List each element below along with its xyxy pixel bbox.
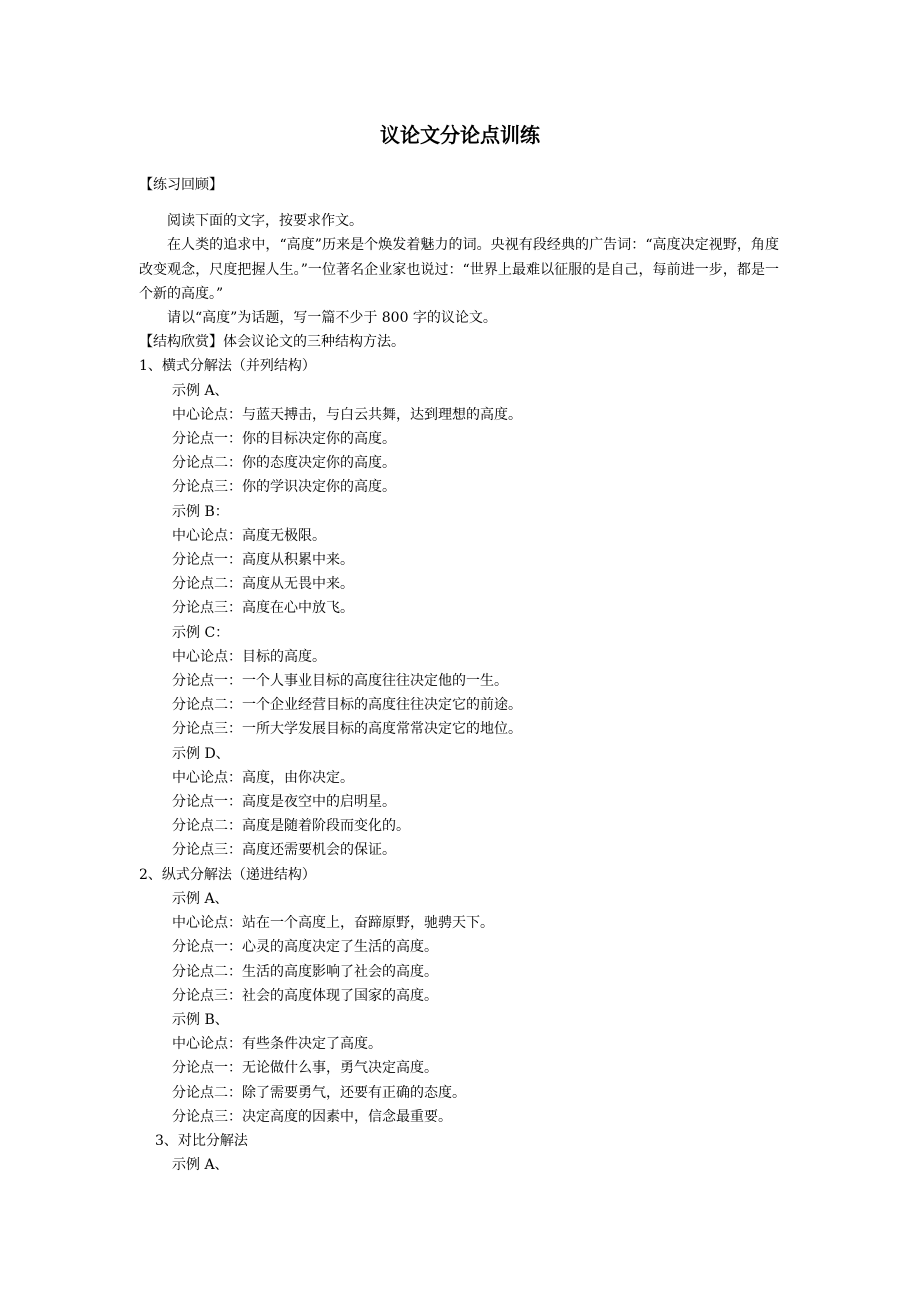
sub-argument: 分论点三：高度还需要机会的保证。 [172, 842, 396, 859]
central-argument: 中心论点：高度无极限。 [172, 527, 326, 544]
example-label: 示例 B： [172, 503, 229, 520]
sub-argument: 分论点一：心灵的高度决定了生活的高度。 [172, 939, 438, 956]
sub-argument: 分论点三：你的学识决定你的高度。 [172, 479, 396, 496]
central-argument: 中心论点：站在一个高度上，奋蹄原野，驰骋天下。 [172, 915, 494, 932]
sub-argument: 分论点二：你的态度决定你的高度。 [172, 455, 396, 472]
method1-heading: 1、横式分解法（并列结构） [139, 358, 316, 375]
structure-appreciation-heading: 【结构欣赏】体会议论文的三种结构方法。 [139, 334, 405, 351]
central-argument: 中心论点：目标的高度。 [172, 648, 326, 665]
sub-argument: 分论点三：一所大学发展目标的高度常常决定它的地位。 [172, 721, 522, 738]
document-body [139, 173, 779, 1177]
sub-argument: 分论点二：一个企业经营目标的高度往往决定它的前途。 [172, 697, 522, 714]
central-argument: 中心论点：有些条件决定了高度。 [172, 1036, 382, 1053]
sub-argument: 分论点二：高度从无畏中来。 [172, 576, 354, 593]
practice-review-heading: 【练习回顾】 [139, 177, 223, 193]
example-label: 示例 D、 [172, 745, 230, 762]
sub-argument: 分论点一：高度从积累中来。 [172, 552, 354, 569]
sub-argument: 分论点一：你的目标决定你的高度。 [172, 431, 396, 448]
sub-argument: 分论点一：一个人事业目标的高度往往决定他的一生。 [172, 673, 508, 690]
sub-argument: 分论点三：高度在心中放飞。 [172, 600, 354, 617]
sub-argument: 分论点一：高度是夜空中的启明星。 [172, 794, 396, 811]
instruction-paragraph: 阅读下面的文字，按要求作文。 [167, 213, 363, 230]
material-paragraph: 在人类的追求中，“高度”历来是个焕发着魅力的词。央视有段经典的广告词：“高度决定视野，角度改变观念，尺度把握人生。”一位著名企业家也说过：“世界上最难以征服的是自己，每前进一步，都是一个新的高度。” [139, 237, 779, 302]
central-argument: 中心论点：高度，由你决定。 [172, 769, 354, 786]
example-label: 示例 B、 [172, 1011, 229, 1028]
example-label: 示例 C： [172, 624, 230, 641]
sub-argument: 分论点二：除了需要勇气，还要有正确的态度。 [172, 1084, 466, 1101]
sub-argument: 分论点二：生活的高度影响了社会的高度。 [172, 963, 438, 980]
sub-argument: 分论点二：高度是随着阶段而变化的。 [172, 818, 410, 835]
method3-heading: 3、对比分解法 [155, 1132, 248, 1149]
sub-argument: 分论点三：社会的高度体现了国家的高度。 [172, 987, 438, 1004]
example-label: 示例 A、 [172, 890, 229, 907]
method2-heading: 2、纵式分解法（递进结构） [139, 866, 316, 883]
page-title: 议论文分论点训练 [380, 123, 540, 147]
example-label: 示例 A、 [172, 382, 229, 399]
sub-argument: 分论点三：决定高度的因素中，信念最重要。 [172, 1108, 452, 1125]
sub-argument: 分论点一：无论做什么事，勇气决定高度。 [172, 1060, 438, 1077]
spacer [139, 197, 779, 209]
requirement-paragraph: 请以“高度”为话题，写一篇不少于 800 字的议论文。 [167, 310, 497, 327]
central-argument: 中心论点：与蓝天搏击，与白云共舞，达到理想的高度。 [172, 406, 522, 423]
example-label: 示例 A、 [172, 1157, 229, 1174]
